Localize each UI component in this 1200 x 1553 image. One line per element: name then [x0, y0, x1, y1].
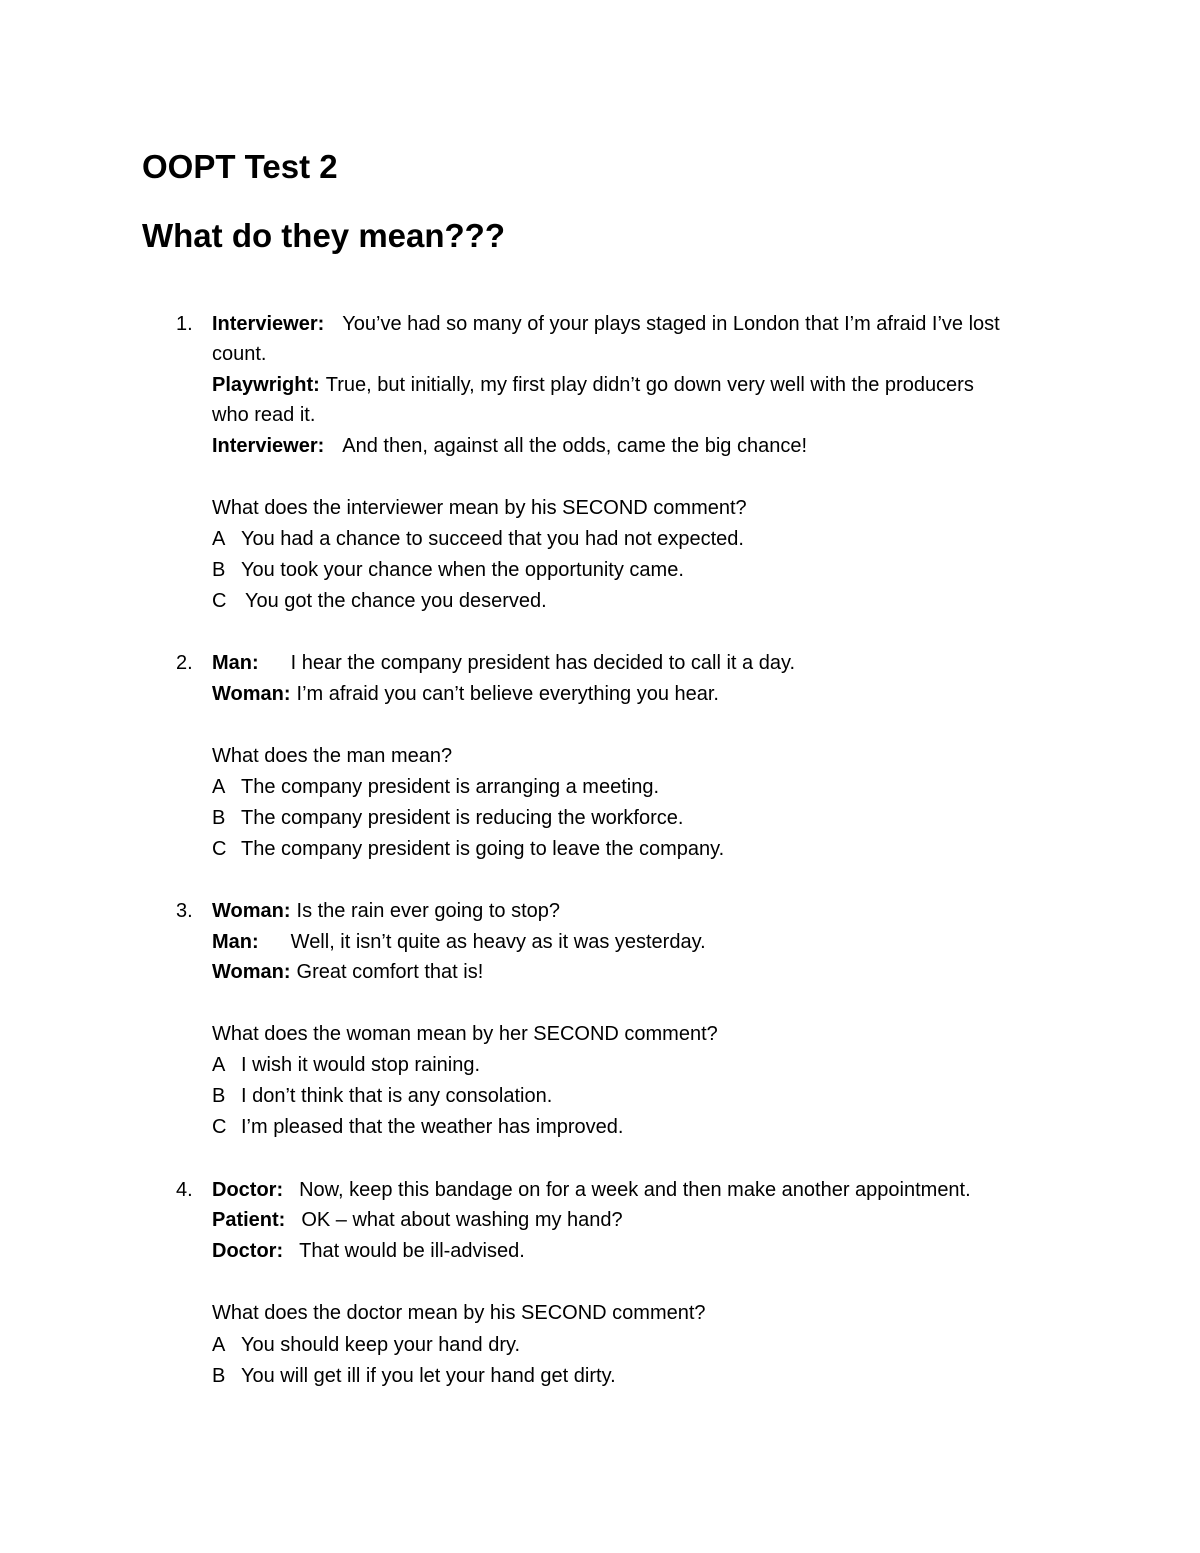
speaker-label: Playwright: — [212, 374, 320, 396]
question-prompt: What does the woman mean by her SECOND comment? — [212, 1023, 718, 1045]
answer-option — [212, 586, 1092, 617]
dialogue-text: You’ve had so many of your plays staged in London that I’m afraid I’ve lost — [342, 313, 1000, 335]
option-letter: A — [212, 1334, 226, 1356]
option-letter: A — [212, 1054, 226, 1076]
option-letter: B — [212, 1365, 226, 1387]
answer-option — [212, 1112, 1092, 1143]
answer-option — [212, 555, 1092, 586]
dialogue-line — [212, 431, 1092, 462]
dialogue-text: I hear the company president has decided to call it a day. — [290, 652, 796, 674]
option-letter: B — [212, 559, 226, 581]
dialogue-text-continued: count. — [212, 343, 267, 365]
speaker-label: Woman: — [212, 961, 291, 983]
dialogue-line — [212, 957, 1092, 988]
dialogue-text: Now, keep this bandage on for a week and then make another appointment. — [299, 1179, 971, 1201]
option-letter: B — [212, 1085, 226, 1107]
speaker-label: Man: — [212, 931, 259, 953]
dialogue-line — [212, 370, 1092, 401]
speaker-label: Doctor: — [212, 1240, 284, 1262]
dialogue-text: Well, it isn’t quite as heavy as it was yesterday. — [290, 931, 706, 953]
answer-option — [212, 772, 1092, 803]
option-text: You will get ill if you let your hand get dirty. — [241, 1365, 616, 1387]
dialogue-line — [212, 648, 1092, 679]
option-letter: A — [212, 528, 226, 550]
option-text: You took your chance when the opportunity came. — [241, 559, 684, 581]
speaker-label: Man: — [212, 652, 259, 674]
question-prompt: What does the interviewer mean by his SECOND comment? — [212, 497, 747, 519]
option-letter: A — [212, 776, 226, 798]
option-text: The company president is going to leave the company. — [241, 838, 725, 860]
option-letter: C — [212, 1116, 227, 1138]
dialogue-text: Is the rain ever going to stop? — [296, 900, 561, 922]
answer-option — [212, 1330, 1092, 1361]
option-text: The company president is arranging a meeting. — [241, 776, 660, 798]
dialogue-text: And then, against all the odds, came the big chance! — [342, 435, 808, 457]
speaker-label: Doctor: — [212, 1179, 284, 1201]
dialogue-text: Great comfort that is! — [296, 961, 484, 983]
dialogue-text-continued: who read it. — [212, 404, 316, 426]
answer-option — [212, 834, 1092, 865]
dialogue-text: I’m afraid you can’t believe everything you hear. — [296, 683, 719, 705]
question-number: 1. — [176, 313, 193, 335]
answer-option — [212, 803, 1092, 834]
question-number: 3. — [176, 900, 193, 922]
document-subtitle: What do they mean??? — [142, 217, 505, 254]
dialogue-line — [212, 1205, 1092, 1236]
option-letter: B — [212, 807, 226, 829]
option-text: I’m pleased that the weather has improved. — [241, 1116, 624, 1138]
option-letter: C — [212, 838, 227, 860]
speaker-label: Patient: — [212, 1209, 286, 1231]
dialogue-text: OK – what about washing my hand? — [301, 1209, 623, 1231]
question-number: 2. — [176, 652, 193, 674]
dialogue-line — [212, 679, 1092, 710]
answer-option — [212, 524, 1092, 555]
dialogue-line — [212, 1236, 1092, 1267]
answer-option — [212, 1050, 1092, 1081]
dialogue-line — [212, 309, 1092, 340]
option-letter: C — [212, 590, 227, 612]
option-text: You got the chance you deserved. — [245, 590, 547, 612]
answer-option — [212, 1361, 1092, 1392]
dialogue-text: True, but initially, my first play didn’t go down very well with the producers — [325, 374, 974, 396]
option-text: I wish it would stop raining. — [241, 1054, 481, 1076]
question-prompt: What does the doctor mean by his SECOND comment? — [212, 1302, 706, 1324]
question-number: 4. — [176, 1179, 193, 1201]
dialogue-line — [212, 1175, 1092, 1206]
answer-option — [212, 1081, 1092, 1112]
question-prompt: What does the man mean? — [212, 745, 453, 767]
option-text: You should keep your hand dry. — [241, 1334, 521, 1356]
speaker-label: Interviewer: — [212, 435, 325, 457]
dialogue-line — [212, 896, 1092, 927]
speaker-label: Woman: — [212, 900, 291, 922]
speaker-label: Interviewer: — [212, 313, 325, 335]
option-text: You had a chance to succeed that you had not expected. — [241, 528, 744, 550]
option-text: The company president is reducing the workforce. — [241, 807, 684, 829]
document-title: OOPT Test 2 — [142, 148, 338, 185]
speaker-label: Woman: — [212, 683, 291, 705]
option-text: I don’t think that is any consolation. — [241, 1085, 553, 1107]
dialogue-text: That would be ill-advised. — [299, 1240, 525, 1262]
dialogue-line — [212, 927, 1092, 958]
